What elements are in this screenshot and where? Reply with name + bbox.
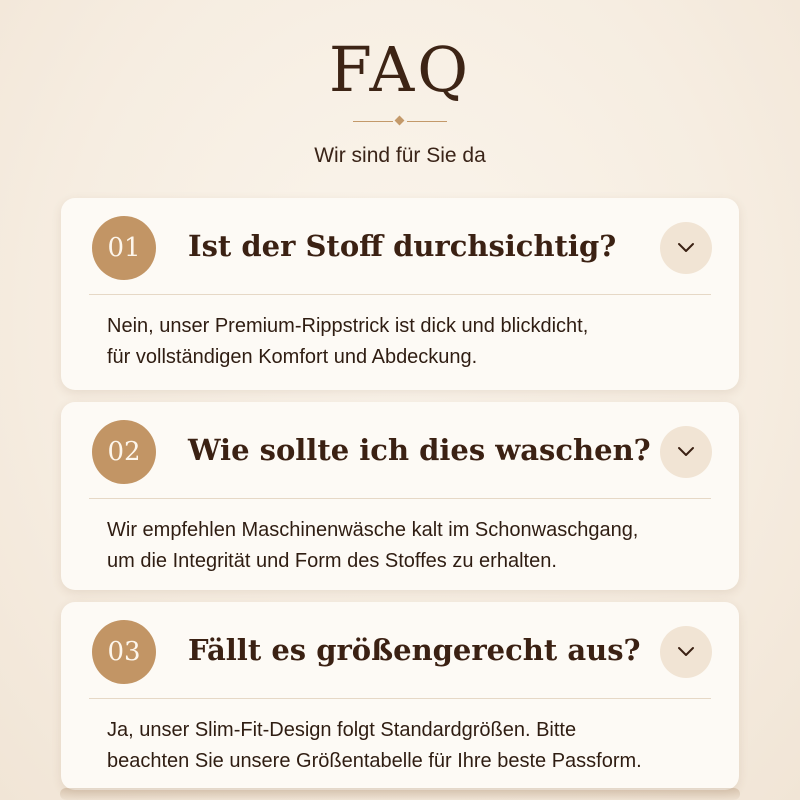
- faq-toggle-button[interactable]: [660, 626, 712, 678]
- faq-toggle-button[interactable]: [660, 426, 712, 478]
- faq-number-badge: 03: [92, 620, 156, 684]
- faq-answer-line: Wir empfehlen Maschinenwäsche kalt im Schonwaschgang,: [107, 519, 639, 541]
- faq-question: Fällt es größengerecht aus?: [188, 633, 641, 667]
- faq-answer: [107, 515, 727, 577]
- next-card-edge: [60, 788, 740, 800]
- faq-question: Wie sollte ich dies waschen?: [188, 433, 651, 467]
- faq-number-badge: 01: [92, 216, 156, 280]
- faq-question-row-1[interactable]: [61, 198, 739, 294]
- chevron-down-icon: [676, 445, 696, 459]
- divider-line-left: [353, 121, 393, 122]
- divider-line-right: [407, 121, 447, 122]
- faq-item-3: [61, 602, 739, 790]
- chevron-down-icon: [676, 645, 696, 659]
- faq-divider: [89, 498, 711, 499]
- faq-question-row-3[interactable]: [61, 602, 739, 698]
- faq-divider: [89, 698, 711, 699]
- faq-question: Ist der Stoff durchsichtig?: [188, 229, 617, 263]
- faq-list: [61, 198, 739, 790]
- faq-header: [0, 30, 800, 170]
- faq-item-2: [61, 402, 739, 590]
- chevron-down-icon: [676, 241, 696, 255]
- faq-answer-line: beachten Sie unsere Größentabelle für Ihre beste Passform.: [107, 750, 642, 772]
- faq-divider: [89, 294, 711, 295]
- faq-answer-line: für vollständigen Komfort und Abdeckung.: [107, 346, 478, 368]
- faq-toggle-button[interactable]: [660, 222, 712, 274]
- faq-answer-line: Nein, unser Premium-Rippstrick ist dick und blickdicht,: [107, 315, 589, 337]
- page-title: FAQ: [328, 33, 472, 106]
- diamond-icon: [395, 116, 405, 126]
- faq-answer-line: Ja, unser Slim-Fit-Design folgt Standardgrößen. Bitte: [107, 719, 577, 741]
- faq-answer-line: um die Integrität und Form des Stoffes zu erhalten.: [107, 550, 557, 572]
- faq-answer: [107, 715, 727, 777]
- faq-question-row-2[interactable]: [61, 402, 739, 498]
- title-divider: [353, 116, 447, 128]
- faq-answer: [107, 311, 727, 373]
- faq-number-badge: 02: [92, 420, 156, 484]
- faq-item-1: [61, 198, 739, 390]
- page-subtitle: Wir sind für Sie da: [314, 144, 486, 167]
